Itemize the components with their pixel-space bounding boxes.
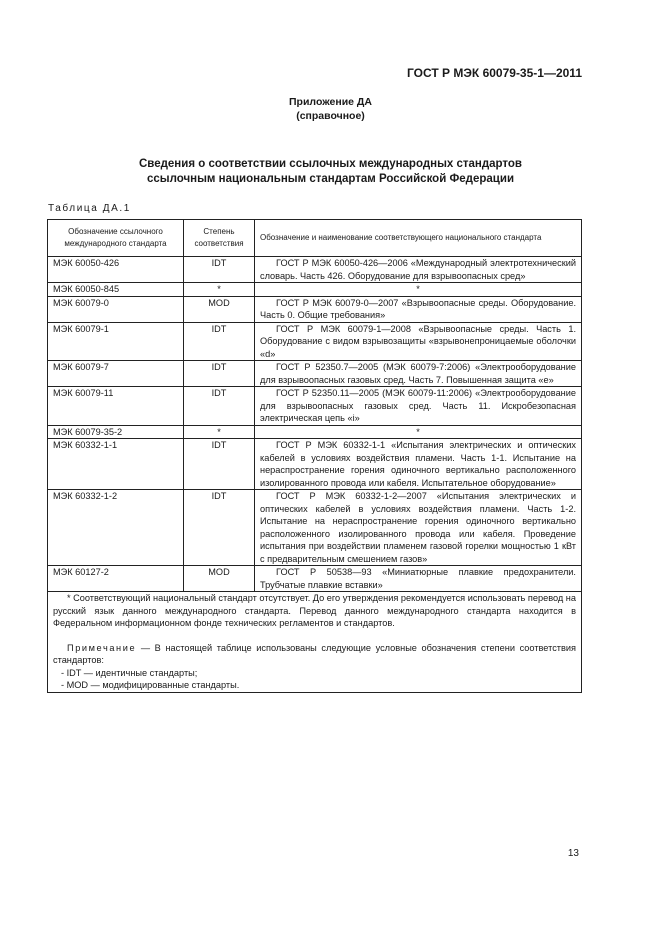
cell-degree: IDT [184, 490, 255, 566]
column-header-international: Обозначение ссылочного международного стандарта [48, 220, 184, 257]
table-row [48, 490, 582, 566]
cell-degree: * [184, 425, 255, 439]
document-code: ГОСТ Р МЭК 60079-35-1—2011 [407, 66, 582, 80]
column-header-degree: Степень соответствия [184, 220, 255, 257]
table-row [48, 361, 582, 387]
column-header-national: Обозначение и наименование соответствующего национального стандарта [255, 220, 582, 257]
cell-degree: IDT [184, 257, 255, 283]
annex-title: Приложение ДА [289, 96, 372, 108]
cell-international-standard: МЭК 60050-845 [48, 283, 184, 297]
section-heading [0, 157, 661, 187]
note-text: — В настоящей таблице использованы следующие условные обозначения степени соответствия стандартов: [53, 642, 576, 665]
table-notes-row [48, 592, 582, 693]
cell-national-standard: ГОСТ Р МЭК 60079-0—2007 «Взрывоопасные среды. Оборудование. Часть 0. Общие требования» [255, 296, 582, 322]
page-number: 13 [567, 848, 579, 859]
cell-international-standard: МЭК 60050-426 [48, 257, 184, 283]
table-header-row [48, 220, 582, 257]
note-label: Примечание [67, 642, 137, 653]
note-item: - MOD — модифицированные стандарты. [61, 680, 240, 690]
cell-national-standard: ГОСТ Р МЭК 60332-1-2—2007 «Испытания электрических и оптических кабелей в условиях воздействия пламени. Часть 1-2. Испытание на нераспространение горения одиночного вертикально расположенного изолированного провода или кабеля. Проведение испытания при воздействии пламенем газовой горелки мощностью 1 кВт с предварительным смешением газов» [255, 490, 582, 566]
annex-status: (справочное) [296, 110, 365, 122]
cell-degree: IDT [184, 387, 255, 426]
section-heading-line-1: Сведения о соответствии ссылочных международных стандартов [138, 158, 522, 170]
section-heading-line-2: ссылочным национальным стандартам Российской Федерации [146, 173, 515, 185]
table-notes [48, 592, 582, 693]
table-row [48, 566, 582, 592]
cell-degree: * [184, 283, 255, 297]
table-row [48, 283, 582, 297]
cell-international-standard: МЭК 60079-7 [48, 361, 184, 387]
cell-international-standard: МЭК 60079-1 [48, 322, 184, 361]
table-row [48, 387, 582, 426]
correspondence-table [47, 219, 582, 693]
cell-international-standard: МЭК 60127-2 [48, 566, 184, 592]
cell-national-standard: ГОСТ Р МЭК 60079-1—2008 «Взрывоопасные среды. Часть 1. Оборудование с видом взрывозащиты «взрывонепроницаемые оболочки «d» [255, 322, 582, 361]
cell-national-standard: ГОСТ Р МЭК 60332-1-1 «Испытания электрических и оптических кабелей в условиях воздействия пламени. Часть 1-1. Испытание на нераспространение горения одиночного вертикально расположенного изолированного провода или кабеля. Испытательное оборудование» [255, 439, 582, 490]
table-caption: Таблица ДА.1 [48, 203, 131, 214]
cell-degree: IDT [184, 439, 255, 490]
cell-degree: IDT [184, 322, 255, 361]
table-row [48, 425, 582, 439]
table-row [48, 257, 582, 283]
note-item: - IDT — идентичные стандарты; [61, 667, 198, 678]
cell-international-standard: МЭК 60332-1-2 [48, 490, 184, 566]
cell-international-standard: МЭК 60079-11 [48, 387, 184, 426]
cell-international-standard: МЭК 60079-35-2 [48, 425, 184, 439]
cell-national-standard: ГОСТ Р МЭК 60050-426—2006 «Международный электротехнический словарь. Часть 426. Оборудование для взрывоопасных сред» [255, 257, 582, 283]
cell-national-standard: ГОСТ Р 50538—93 «Миниатюрные плавкие предохранители. Трубчатые плавкие вставки» [255, 566, 582, 592]
cell-international-standard: МЭК 60332-1-1 [48, 439, 184, 490]
cell-degree: IDT [184, 361, 255, 387]
table-row [48, 296, 582, 322]
annex-block [0, 95, 661, 123]
cell-national-standard: ГОСТ Р 52350.11—2005 (МЭК 60079-11:2006) «Электрооборудование для взрывоопасных газовых сред. Часть 11. Искробезопасная электрическая цепь «i» [255, 387, 582, 426]
cell-degree: MOD [184, 566, 255, 592]
table-row [48, 322, 582, 361]
note-paragraph [53, 642, 576, 667]
footnote: * Соответствующий национальный стандарт отсутствует. До его утверждения рекомендуется использовать перевод на русский язык данного международного стандарта. Перевод данного международного стандарта находится в Федеральном информационном фонде технических регламентов и стандартов. [53, 593, 576, 628]
cell-international-standard: МЭК 60079-0 [48, 296, 184, 322]
cell-national-standard: * [255, 283, 582, 297]
cell-national-standard: * [255, 425, 582, 439]
cell-national-standard: ГОСТ Р 52350.7—2005 (МЭК 60079-7:2006) «Электрооборудование для взрывоопасных газовых сред. Часть 7. Повышенная защита «е» [255, 361, 582, 387]
table-row [48, 439, 582, 490]
cell-degree: MOD [184, 296, 255, 322]
